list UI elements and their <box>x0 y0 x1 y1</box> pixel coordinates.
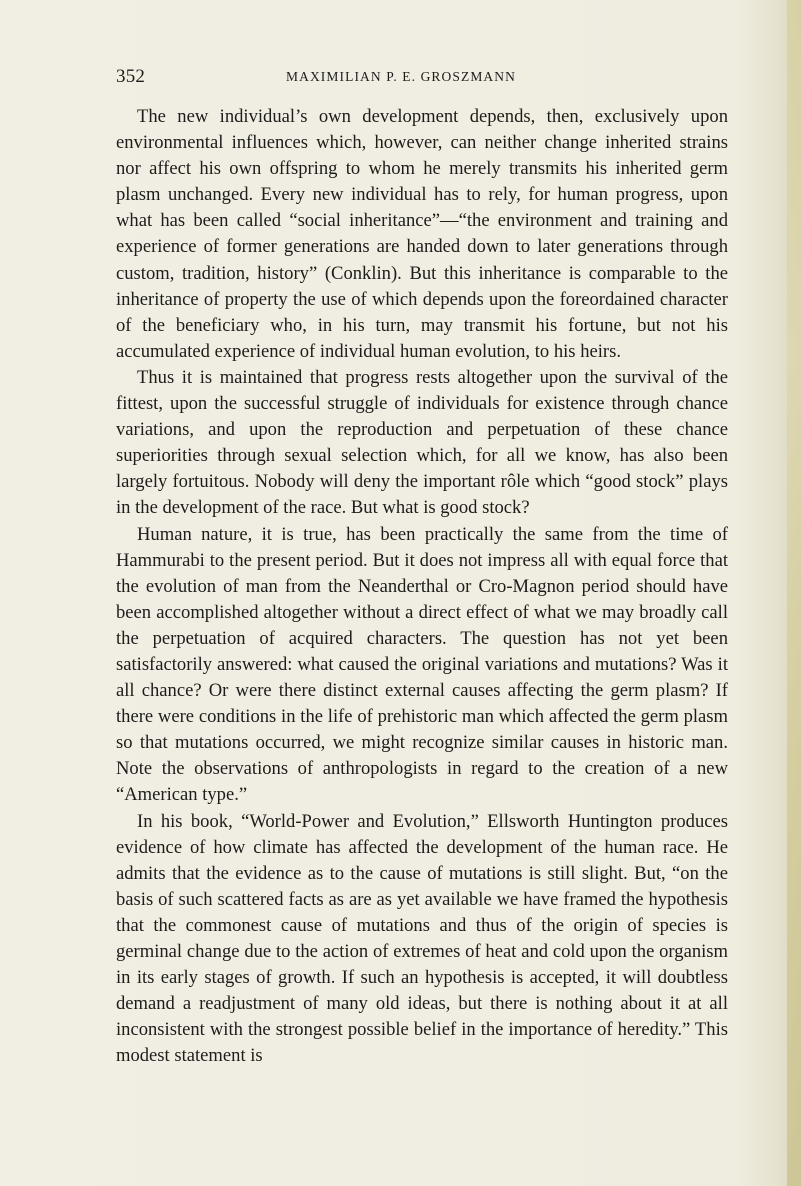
page-edge-discoloration <box>787 0 801 1186</box>
paragraph: In his book, “World-Power and Evolution,” Ellsworth Huntington produces evidence of how climate has affected the development of the human race. He admits that the evidence as to the cause of mutations is still slight. But, “on the basis of such scattered facts as are as yet available we have framed the hypothesis that the commonest cause of mutations and thus of the origin of species is germinal change due to the action of extremes of heat and cold upon the organism in its early stages of growth. If such an hypothesis is accepted, it will doubtless demand a readjustment of many old ideas, but there is nothing about it at all inconsistent with the strongest possible belief in the importance of heredity.” This modest statement is <box>116 810 728 1067</box>
running-head: MAXIMILIAN P. E. GROSZMANN <box>286 69 516 84</box>
paragraph: Human nature, it is true, has been practically the same from the time of Hammurabi to the present period. But it does not impress all with equal force that the evolution of man from the Neanderthal or Cro-Magnon period should have been accomplished altogether without a direct effect of what we may broadly call the perpetuation of acquired characters. The question has not yet been satisfactorily answered: what caused the original variations and mutations? Was it all chance? Or were there distinct external causes affecting the germ plasm? If there were conditions in the life of prehistoric man which affected the germ plasm so that mutations occurred, we might recognize similar causes in historic man. Note the observations of anthropologists in regard to the creation of a new “American type.” <box>116 523 728 806</box>
page-number: 352 <box>116 66 146 87</box>
paragraph: The new individual’s own development depends, then, exclusively upon environmental influences which, however, can neither change inherited strains nor affect his own offspring to whom he merely transmits his inherited germ plasm unchanged. Every new individual has to rely, for human progress, upon what has been called “social inheritance”—“the environment and training and experience of former generations are handed down to later generations through custom, tradition, history” (Conklin). But this inheritance is comparable to the inheritance of property the use of which depends upon the foreordained character of the beneficiary who, in his turn, may transmit his fortune, but not his accumulated experience of individual human evolution, to his heirs. <box>116 106 728 362</box>
page-header <box>116 66 726 88</box>
body-text <box>116 104 728 1069</box>
paragraph: Thus it is maintained that progress rests altogether upon the survival of the fittest, upon the successful struggle of individuals for existence through chance variations, and upon the reproduction and perpetuation of these chance superiorities through sexual selection which, for all we know, has also been largely fortuitous. Nobody will deny the important rôle which “good stock” plays in the development of the race. But what is good stock? <box>116 366 728 519</box>
